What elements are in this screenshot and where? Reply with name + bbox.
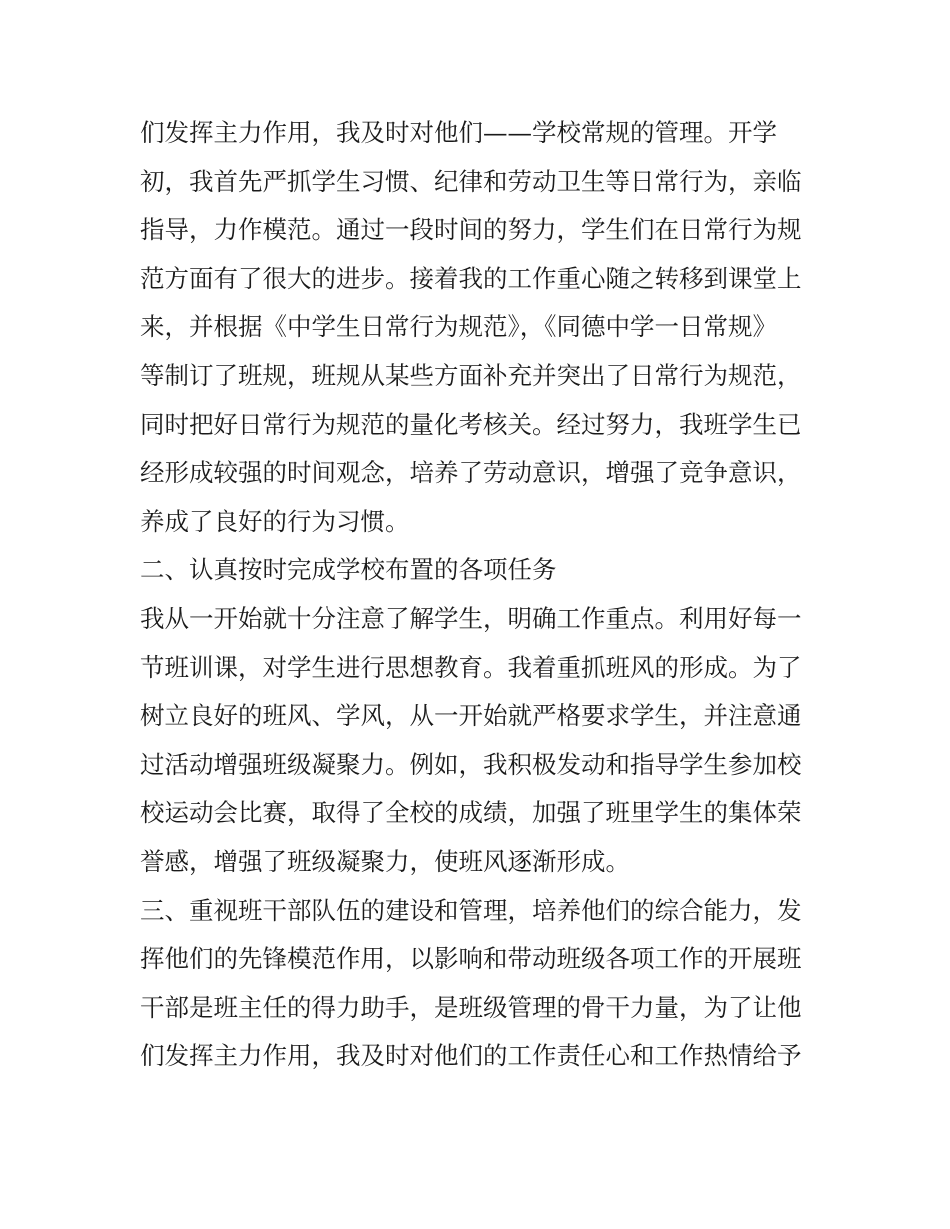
text-line: 誉感，增强了班级凝聚力，使班风逐渐形成。 bbox=[140, 846, 630, 876]
text-line: 校运动会比赛，取得了全校的成绩，加强了班里学生的集体荣 bbox=[140, 798, 802, 828]
text-line: 经形成较强的时间观念，培养了劳动意识，增强了竞争意识， bbox=[140, 458, 802, 488]
section-heading: 三、重视班干部队伍的建设和管理，培养他们的综合能力，发 bbox=[140, 895, 802, 925]
text-line: 们发挥主力作用，我及时对他们的工作责任心和工作热情给予 bbox=[140, 1041, 802, 1071]
text-line: 同时把好日常行为规范的量化考核关。经过努力，我班学生已 bbox=[140, 409, 802, 439]
text-line: 养成了良好的行为习惯。 bbox=[140, 506, 410, 536]
text-line: 挥他们的先锋模范作用，以影响和带动班级各项工作的开展班 bbox=[140, 944, 802, 974]
text-line: 干部是班主任的得力助手，是班级管理的骨干力量，为了让他 bbox=[140, 992, 802, 1022]
text-line: 来，并根据《中学生日常行为规范》，《同德中学一日常规》 bbox=[140, 312, 777, 342]
text-line: 们发挥主力作用，我及时对他们——学校常规的管理。开学 bbox=[140, 118, 777, 147]
text-line: 过活动增强班级凝聚力。例如，我积极发动和指导学生参加校 bbox=[140, 749, 802, 779]
text-line: 树立良好的班风、学风，从一开始就严格要求学生，并注意通 bbox=[140, 701, 802, 731]
text-line: 范方面有了很大的进步。接着我的工作重心随之转移到课堂上 bbox=[140, 263, 802, 293]
text-line: 初，我首先严抓学生习惯、纪律和劳动卫生等日常行为，亲临 bbox=[140, 166, 802, 196]
text-line: 节班训课，对学生进行思想教育。我着重抓班风的形成。为了 bbox=[140, 652, 802, 682]
text-line: 我从一开始就十分注意了解学生，明确工作重点。利用好每一 bbox=[140, 603, 802, 633]
body-text bbox=[140, 109, 820, 1081]
text-line: 等制订了班规，班规从某些方面补充并突出了日常行为规范， bbox=[140, 360, 802, 390]
text-line: 指导，力作模范。通过一段时间的努力，学生们在日常行为规 bbox=[140, 215, 802, 245]
section-heading: 二、认真按时完成学校布置的各项任务 bbox=[140, 555, 557, 585]
